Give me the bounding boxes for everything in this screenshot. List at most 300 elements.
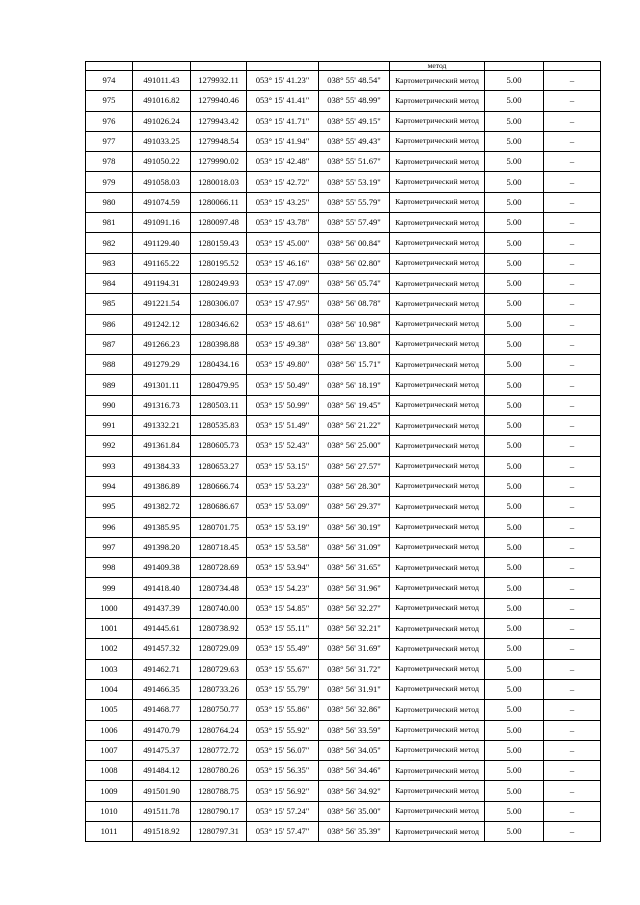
- table-row: [86, 111, 601, 131]
- cell-latitude: 053° 15' 42.72": [247, 172, 319, 192]
- cell-longitude: 038° 56' 13.80": [319, 334, 390, 354]
- cell-longitude: 038° 56' 35.00": [319, 801, 390, 821]
- cell-longitude: 038° 56' 28.30": [319, 476, 390, 496]
- table-row: [86, 91, 601, 111]
- cell-longitude: 038° 56' 35.39": [319, 821, 390, 841]
- cell-x: 491409.38: [133, 558, 191, 578]
- cell-x: 491301.11: [133, 375, 191, 395]
- cell-note: –: [544, 700, 601, 720]
- cell-x: 491445.61: [133, 619, 191, 639]
- table-row: [86, 71, 601, 91]
- cell-note: –: [544, 801, 601, 821]
- cell-x: 491316.73: [133, 395, 191, 415]
- cell-note: –: [544, 172, 601, 192]
- cell-x: 491484.12: [133, 761, 191, 781]
- cell-number: 977: [86, 131, 133, 151]
- cell-y: 1280434.16: [191, 355, 247, 375]
- cell-number: 994: [86, 476, 133, 496]
- table-row: [86, 537, 601, 557]
- cell-accuracy: 5.00: [485, 639, 544, 659]
- cell-longitude: 038° 56' 00.84": [319, 233, 390, 253]
- cell-longitude: 038° 56' 31.69": [319, 639, 390, 659]
- table-row: [86, 355, 601, 375]
- table-row: [86, 700, 601, 720]
- cell-note: –: [544, 456, 601, 476]
- table-row: [86, 334, 601, 354]
- cell-note: –: [544, 740, 601, 760]
- cell-number: 1008: [86, 761, 133, 781]
- cell-note: –: [544, 821, 601, 841]
- cell-accuracy: 5.00: [485, 781, 544, 801]
- cell-x: 491058.03: [133, 172, 191, 192]
- cell-longitude: 038° 56' 15.71": [319, 355, 390, 375]
- cell-accuracy: 5.00: [485, 71, 544, 91]
- cell-number: 979: [86, 172, 133, 192]
- cell-y: 1280686.67: [191, 497, 247, 517]
- cell-y: 1280790.17: [191, 801, 247, 821]
- table-row: [86, 517, 601, 537]
- cell-method: Картометрический метод: [390, 558, 485, 578]
- table-row: [86, 152, 601, 172]
- cell-x: 491437.39: [133, 598, 191, 618]
- cell-latitude: 053° 15' 46.16": [247, 253, 319, 273]
- cell-method: Картометрический метод: [390, 700, 485, 720]
- cell-note: –: [544, 213, 601, 233]
- cell-longitude: 038° 56' 10.98": [319, 314, 390, 334]
- cell-note: –: [544, 497, 601, 517]
- cell-longitude: 038° 56' 32.21": [319, 619, 390, 639]
- cell-number: 989: [86, 375, 133, 395]
- cell-latitude: 053° 15' 56.07": [247, 740, 319, 760]
- cell-accuracy: 5.00: [485, 537, 544, 557]
- table-row: [86, 801, 601, 821]
- cell-method: Картометрический метод: [390, 679, 485, 699]
- cell-number: 993: [86, 456, 133, 476]
- cell-number: 988: [86, 355, 133, 375]
- cell-number: 1011: [86, 821, 133, 841]
- cell-latitude: 053° 15' 55.92": [247, 720, 319, 740]
- cell-method: Картометрический метод: [390, 761, 485, 781]
- cell-x: 491033.25: [133, 131, 191, 151]
- cell-x: 491418.40: [133, 578, 191, 598]
- table-row: [86, 314, 601, 334]
- cell-method: Картометрический метод: [390, 213, 485, 233]
- cell-y: 1280733.26: [191, 679, 247, 699]
- table-row: [86, 781, 601, 801]
- cell-number: 981: [86, 213, 133, 233]
- cell-latitude: 053° 15' 50.99": [247, 395, 319, 415]
- cell-note: –: [544, 375, 601, 395]
- cell-note: [544, 62, 601, 71]
- cell-accuracy: 5.00: [485, 761, 544, 781]
- cell-y: 1280535.83: [191, 416, 247, 436]
- cell-accuracy: 5.00: [485, 213, 544, 233]
- cell-latitude: 053° 15' 41.94": [247, 131, 319, 151]
- cell-method: Картометрический метод: [390, 639, 485, 659]
- cell-accuracy: 5.00: [485, 598, 544, 618]
- cell-accuracy: 5.00: [485, 334, 544, 354]
- cell-x: 491165.22: [133, 253, 191, 273]
- cell-number: 982: [86, 233, 133, 253]
- cell-y: 1279943.42: [191, 111, 247, 131]
- cell-x: 491475.37: [133, 740, 191, 760]
- cell-accuracy: 5.00: [485, 720, 544, 740]
- coordinates-table-page: [85, 61, 600, 842]
- cell-note: –: [544, 619, 601, 639]
- cell-latitude: 053° 15' 49.38": [247, 334, 319, 354]
- cell-y: 1280797.31: [191, 821, 247, 841]
- cell-x: 491361.84: [133, 436, 191, 456]
- cell-x: 491462.71: [133, 659, 191, 679]
- cell-y: 1280097.48: [191, 213, 247, 233]
- cell-x: [133, 62, 191, 71]
- cell-accuracy: 5.00: [485, 659, 544, 679]
- cell-method: Картометрический метод: [390, 334, 485, 354]
- cell-longitude: 038° 55' 51.67": [319, 152, 390, 172]
- cell-note: –: [544, 91, 601, 111]
- cell-x: 491457.32: [133, 639, 191, 659]
- cell-y: 1280729.09: [191, 639, 247, 659]
- cell-method: Картометрический метод: [390, 740, 485, 760]
- cell-longitude: 038° 56' 18.19": [319, 375, 390, 395]
- cell-latitude: 053° 15' 53.15": [247, 456, 319, 476]
- cell-note: –: [544, 395, 601, 415]
- cell-note: –: [544, 294, 601, 314]
- cell-accuracy: 5.00: [485, 91, 544, 111]
- table-row: [86, 639, 601, 659]
- cell-longitude: 038° 56' 05.74": [319, 273, 390, 293]
- cell-longitude: [319, 62, 390, 71]
- table-row: [86, 416, 601, 436]
- cell-note: –: [544, 639, 601, 659]
- cell-accuracy: 5.00: [485, 740, 544, 760]
- table-row: [86, 395, 601, 415]
- table-row: [86, 192, 601, 212]
- table-row: [86, 659, 601, 679]
- cell-note: –: [544, 111, 601, 131]
- cell-note: –: [544, 192, 601, 212]
- cell-note: –: [544, 71, 601, 91]
- cell-x: 491468.77: [133, 700, 191, 720]
- cell-note: –: [544, 476, 601, 496]
- cell-longitude: 038° 56' 31.09": [319, 537, 390, 557]
- cell-x: 491221.54: [133, 294, 191, 314]
- cell-y: 1280750.77: [191, 700, 247, 720]
- cell-method: Картометрический метод: [390, 355, 485, 375]
- cell-latitude: 053° 15' 52.43": [247, 436, 319, 456]
- cell-note: –: [544, 334, 601, 354]
- cell-note: –: [544, 253, 601, 273]
- table-row: [86, 598, 601, 618]
- cell-number: 990: [86, 395, 133, 415]
- cell-x: 491386.89: [133, 476, 191, 496]
- cell-accuracy: 5.00: [485, 172, 544, 192]
- cell-method: Картометрический метод: [390, 416, 485, 436]
- cell-y: 1280740.00: [191, 598, 247, 618]
- cell-accuracy: 5.00: [485, 456, 544, 476]
- cell-method: Картометрический метод: [390, 659, 485, 679]
- cell-method: Картометрический метод: [390, 801, 485, 821]
- cell-method: Картометрический метод: [390, 497, 485, 517]
- cell-number: 1002: [86, 639, 133, 659]
- cell-latitude: 053° 15' 57.24": [247, 801, 319, 821]
- cell-x: 491279.29: [133, 355, 191, 375]
- table-row: [86, 294, 601, 314]
- cell-latitude: 053° 15' 54.23": [247, 578, 319, 598]
- cell-latitude: 053° 15' 57.47": [247, 821, 319, 841]
- cell-longitude: 038° 56' 02.80": [319, 253, 390, 273]
- cell-x: 491129.40: [133, 233, 191, 253]
- cell-y: 1280066.11: [191, 192, 247, 212]
- cell-method: Картометрический метод: [390, 456, 485, 476]
- cell-latitude: 053° 15' 48.61": [247, 314, 319, 334]
- cell-x: 491511.78: [133, 801, 191, 821]
- cell-number: 1009: [86, 781, 133, 801]
- cell-number: 980: [86, 192, 133, 212]
- cell-note: –: [544, 761, 601, 781]
- cell-y: 1280398.88: [191, 334, 247, 354]
- cell-latitude: 053° 15' 55.49": [247, 639, 319, 659]
- cell-x: 491011.43: [133, 71, 191, 91]
- cell-note: –: [544, 314, 601, 334]
- cell-accuracy: 5.00: [485, 476, 544, 496]
- cell-accuracy: 5.00: [485, 233, 544, 253]
- cell-method: Картометрический метод: [390, 253, 485, 273]
- cell-x: 491332.21: [133, 416, 191, 436]
- cell-accuracy: 5.00: [485, 436, 544, 456]
- cell-method: Картометрический метод: [390, 91, 485, 111]
- cell-latitude: 053° 15' 55.67": [247, 659, 319, 679]
- cell-y: 1280772.72: [191, 740, 247, 760]
- cell-longitude: 038° 56' 19.45": [319, 395, 390, 415]
- cell-number: 1003: [86, 659, 133, 679]
- table-row: [86, 253, 601, 273]
- cell-y: 1280479.95: [191, 375, 247, 395]
- cell-y: 1280503.11: [191, 395, 247, 415]
- cell-accuracy: [485, 62, 544, 71]
- cell-longitude: 038° 56' 31.96": [319, 578, 390, 598]
- cell-note: –: [544, 720, 601, 740]
- cell-longitude: 038° 55' 48.54": [319, 71, 390, 91]
- cell-accuracy: 5.00: [485, 253, 544, 273]
- cell-latitude: 053° 15' 50.49": [247, 375, 319, 395]
- cell-number: 1004: [86, 679, 133, 699]
- cell-number: 974: [86, 71, 133, 91]
- cell-accuracy: 5.00: [485, 578, 544, 598]
- table-row: [86, 131, 601, 151]
- cell-latitude: 053° 15' 53.23": [247, 476, 319, 496]
- cell-latitude: 053° 15' 53.94": [247, 558, 319, 578]
- cell-method: Картометрический метод: [390, 152, 485, 172]
- cell-x: 491398.20: [133, 537, 191, 557]
- cell-accuracy: 5.00: [485, 700, 544, 720]
- cell-accuracy: 5.00: [485, 821, 544, 841]
- cell-latitude: 053° 15' 53.58": [247, 537, 319, 557]
- cell-longitude: 038° 56' 32.27": [319, 598, 390, 618]
- cell-latitude: 053° 15' 54.85": [247, 598, 319, 618]
- cell-x: 491518.92: [133, 821, 191, 841]
- cell-latitude: 053° 15' 41.41": [247, 91, 319, 111]
- cell-x: 491470.79: [133, 720, 191, 740]
- cell-method: Картометрический метод: [390, 273, 485, 293]
- cell-longitude: 038° 56' 27.57": [319, 456, 390, 476]
- table-row: [86, 233, 601, 253]
- table-row: [86, 436, 601, 456]
- cell-number: 1007: [86, 740, 133, 760]
- cell-y: 1279948.54: [191, 131, 247, 151]
- cell-x: 491050.22: [133, 152, 191, 172]
- table-row: [86, 558, 601, 578]
- cell-longitude: 038° 55' 57.49": [319, 213, 390, 233]
- cell-longitude: 038° 56' 31.91": [319, 679, 390, 699]
- cell-y: 1280780.26: [191, 761, 247, 781]
- cell-accuracy: 5.00: [485, 619, 544, 639]
- cell-longitude: 038° 56' 29.37": [319, 497, 390, 517]
- cell-accuracy: 5.00: [485, 679, 544, 699]
- cell-note: –: [544, 273, 601, 293]
- cell-y: 1280605.73: [191, 436, 247, 456]
- cell-method: Картометрический метод: [390, 294, 485, 314]
- cell-x: 491384.33: [133, 456, 191, 476]
- cell-longitude: 038° 56' 34.05": [319, 740, 390, 760]
- cell-method: Картометрический метод: [390, 172, 485, 192]
- cell-method: Картометрический метод: [390, 821, 485, 841]
- cell-accuracy: 5.00: [485, 517, 544, 537]
- cell-longitude: 038° 55' 48.99": [319, 91, 390, 111]
- cell-accuracy: 5.00: [485, 416, 544, 436]
- table-row: [86, 497, 601, 517]
- cell-longitude: 038° 55' 53.19": [319, 172, 390, 192]
- table-row: [86, 578, 601, 598]
- cell-y: 1280764.24: [191, 720, 247, 740]
- cell-latitude: 053° 15' 55.11": [247, 619, 319, 639]
- cell-note: –: [544, 558, 601, 578]
- cell-method: метод: [390, 62, 485, 71]
- cell-longitude: 038° 56' 31.72": [319, 659, 390, 679]
- cell-y: 1280728.69: [191, 558, 247, 578]
- cell-x: 491016.82: [133, 91, 191, 111]
- cell-latitude: 053° 15' 56.92": [247, 781, 319, 801]
- cell-number: 984: [86, 273, 133, 293]
- cell-x: 491266.23: [133, 334, 191, 354]
- cell-method: Картометрический метод: [390, 375, 485, 395]
- cell-x: 491242.12: [133, 314, 191, 334]
- cell-y: 1280701.75: [191, 517, 247, 537]
- cell-x: 491382.72: [133, 497, 191, 517]
- cell-y: 1280195.52: [191, 253, 247, 273]
- cell-method: Картометрический метод: [390, 233, 485, 253]
- cell-number: 975: [86, 91, 133, 111]
- cell-x: 491466.35: [133, 679, 191, 699]
- cell-number: 1006: [86, 720, 133, 740]
- cell-latitude: 053° 15' 56.35": [247, 761, 319, 781]
- cell-accuracy: 5.00: [485, 294, 544, 314]
- cell-y: 1279940.46: [191, 91, 247, 111]
- cell-y: 1279932.11: [191, 71, 247, 91]
- cell-y: 1280666.74: [191, 476, 247, 496]
- cell-method: Картометрический метод: [390, 619, 485, 639]
- cell-latitude: 053° 15' 55.79": [247, 679, 319, 699]
- cell-longitude: 038° 56' 08.78": [319, 294, 390, 314]
- cell-longitude: 038° 56' 25.00": [319, 436, 390, 456]
- cell-number: 1000: [86, 598, 133, 618]
- cell-accuracy: 5.00: [485, 801, 544, 821]
- cell-accuracy: 5.00: [485, 375, 544, 395]
- cell-accuracy: 5.00: [485, 355, 544, 375]
- cell-note: –: [544, 436, 601, 456]
- cell-method: Картометрический метод: [390, 578, 485, 598]
- cell-number: 992: [86, 436, 133, 456]
- cell-number: 1005: [86, 700, 133, 720]
- cell-number: 986: [86, 314, 133, 334]
- cell-latitude: 053° 15' 45.00": [247, 233, 319, 253]
- cell-accuracy: 5.00: [485, 131, 544, 151]
- cell-number: 983: [86, 253, 133, 273]
- cell-longitude: 038° 56' 34.46": [319, 761, 390, 781]
- cell-x: 491194.31: [133, 273, 191, 293]
- cell-accuracy: 5.00: [485, 497, 544, 517]
- cell-latitude: 053° 15' 53.09": [247, 497, 319, 517]
- cell-note: –: [544, 781, 601, 801]
- cell-note: –: [544, 537, 601, 557]
- coordinates-table: [85, 61, 601, 842]
- cell-latitude: 053° 15' 42.48": [247, 152, 319, 172]
- cell-y: 1280788.75: [191, 781, 247, 801]
- cell-latitude: 053° 15' 51.49": [247, 416, 319, 436]
- cell-latitude: 053° 15' 41.71": [247, 111, 319, 131]
- cell-y: 1280738.92: [191, 619, 247, 639]
- cell-latitude: 053° 15' 47.95": [247, 294, 319, 314]
- cell-y: 1280718.45: [191, 537, 247, 557]
- table-row: [86, 679, 601, 699]
- table-row: [86, 720, 601, 740]
- table-row: [86, 213, 601, 233]
- cell-number: 999: [86, 578, 133, 598]
- cell-method: Картометрический метод: [390, 111, 485, 131]
- cell-number: 987: [86, 334, 133, 354]
- cell-x: 491074.59: [133, 192, 191, 212]
- cell-x: 491385.95: [133, 517, 191, 537]
- table-row: [86, 740, 601, 760]
- cell-method: Картометрический метод: [390, 395, 485, 415]
- table-row: [86, 761, 601, 781]
- cell-number: 985: [86, 294, 133, 314]
- cell-latitude: 053° 15' 53.19": [247, 517, 319, 537]
- cell-note: –: [544, 355, 601, 375]
- cell-y: 1280734.48: [191, 578, 247, 598]
- cell-accuracy: 5.00: [485, 314, 544, 334]
- cell-longitude: 038° 55' 49.15": [319, 111, 390, 131]
- table-row: [86, 821, 601, 841]
- cell-y: 1280729.63: [191, 659, 247, 679]
- cell-longitude: 038° 55' 55.79": [319, 192, 390, 212]
- cell-note: –: [544, 416, 601, 436]
- cell-y: 1280159.43: [191, 233, 247, 253]
- cell-x: 491501.90: [133, 781, 191, 801]
- cell-note: –: [544, 659, 601, 679]
- cell-number: 976: [86, 111, 133, 131]
- cell-longitude: 038° 56' 30.19": [319, 517, 390, 537]
- cell-method: Картометрический метод: [390, 314, 485, 334]
- cell-method: Картометрический метод: [390, 71, 485, 91]
- cell-accuracy: 5.00: [485, 192, 544, 212]
- cell-accuracy: 5.00: [485, 558, 544, 578]
- cell-method: Картометрический метод: [390, 131, 485, 151]
- cell-method: Картометрический метод: [390, 537, 485, 557]
- cell-longitude: 038° 56' 21.22": [319, 416, 390, 436]
- cell-number: [86, 62, 133, 71]
- cell-number: 978: [86, 152, 133, 172]
